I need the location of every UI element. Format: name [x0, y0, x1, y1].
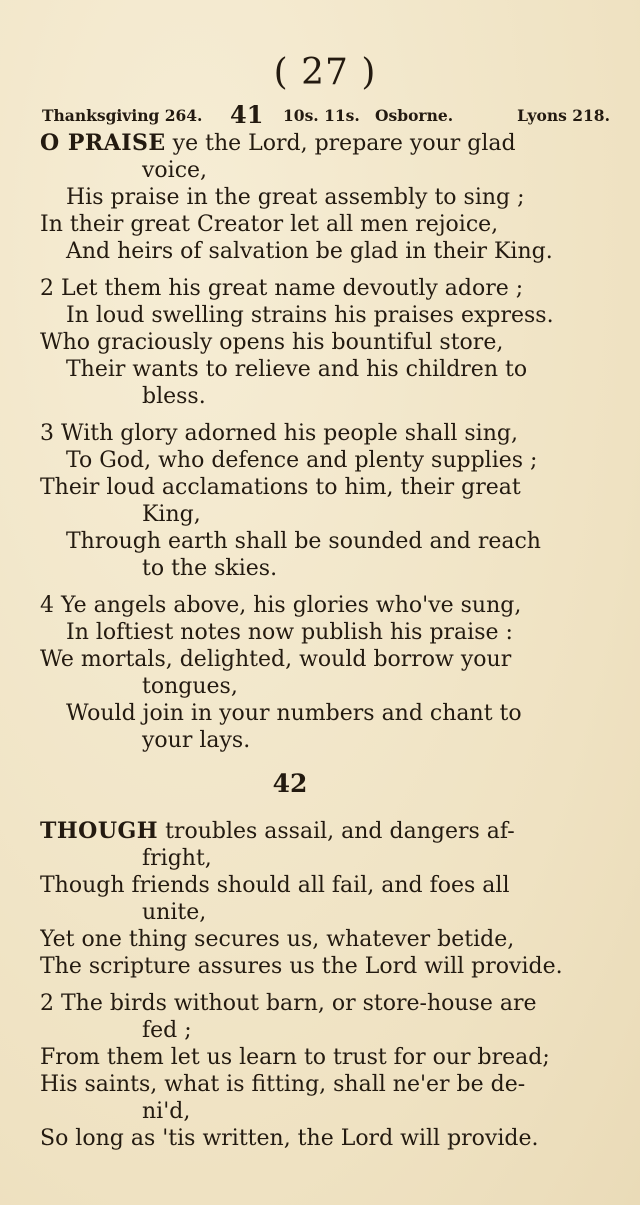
- verse-line: To God, who defence and plenty supplies ;: [66, 448, 538, 473]
- verse-line: Would join in your numbers and chant to: [66, 701, 522, 726]
- verse-line: fright,: [142, 846, 212, 871]
- stanza-3: [40, 420, 610, 582]
- stanza-4: [40, 592, 610, 754]
- verse-line: Though friends should all fail, and foes all: [40, 873, 510, 898]
- verse-line: bless.: [142, 384, 206, 409]
- first-word: THOUGH: [40, 818, 159, 844]
- verse-line: Their loud acclamations to him, their great: [40, 475, 521, 500]
- header-tune: Osborne.: [375, 106, 454, 125]
- stanza-2: [40, 990, 610, 1152]
- verse-line: fed ;: [142, 1018, 192, 1043]
- verse-line-text: troubles assail, and dangers af-: [158, 819, 515, 844]
- hymn-41: [40, 130, 610, 754]
- verse-line-text: ye the Lord, prepare your glad: [165, 131, 516, 156]
- verse-line: His saints, what is fitting, shall ne'er be de-: [40, 1072, 526, 1097]
- verse-line: 4 Ye angels above, his glories who've sung,: [40, 593, 522, 618]
- verse-line: [40, 130, 610, 157]
- first-word: O PRAISE: [40, 130, 166, 156]
- header-left-reference: Thanksgiving 264.: [42, 106, 203, 125]
- verse-line: Yet one thing secures us, whatever betide,: [40, 927, 515, 952]
- verse-line: ni'd,: [142, 1099, 191, 1124]
- verse-line: Through earth shall be sounded and reach: [66, 529, 541, 554]
- verse-line: The scripture assures us the Lord will provide.: [40, 954, 563, 979]
- hymn-header: [40, 100, 610, 130]
- verse-line: Their wants to relieve and his children to: [66, 357, 528, 382]
- verse-line: voice,: [142, 158, 208, 183]
- header-hymn-number: 41: [230, 100, 264, 129]
- verse-line: King,: [142, 502, 201, 527]
- verse-line: Who graciously opens his bountiful store,: [40, 330, 504, 355]
- verse-line: In loud swelling strains his praises express.: [66, 303, 554, 328]
- verse-line: 3 With glory adorned his people shall sing,: [40, 421, 518, 446]
- hymn-number-42: 42: [272, 769, 308, 798]
- verse-line: [40, 818, 610, 845]
- hymn-42: [40, 818, 610, 1152]
- verse-line: We mortals, delighted, would borrow your: [40, 647, 512, 672]
- verse-line: So long as 'tis written, the Lord will provide.: [40, 1126, 539, 1151]
- verse-line: From them let us learn to trust for our bread;: [40, 1045, 550, 1070]
- verse-line: to the skies.: [142, 556, 278, 581]
- verse-line: tongues,: [142, 674, 238, 699]
- verse-line: And heirs of salvation be glad in their King.: [66, 239, 553, 264]
- verse-line: 2 Let them his great name devoutly adore ;: [40, 276, 524, 301]
- verse-line: In loftiest notes now publish his praise :: [66, 620, 513, 645]
- verse-line: In their great Creator let all men rejoice,: [40, 212, 499, 237]
- header-right-reference: Lyons 218.: [517, 106, 610, 125]
- verse-line: your lays.: [142, 728, 251, 753]
- stanza-1: [40, 818, 610, 980]
- verse-line: 2 The birds without barn, or store-house are: [40, 991, 537, 1016]
- page-number: ( 27 ): [273, 52, 377, 93]
- stanza-1: [40, 130, 610, 265]
- verse-line: His praise in the great assembly to sing ;: [66, 185, 525, 210]
- stanza-2: [40, 275, 610, 410]
- header-meter: 10s. 11s.: [283, 106, 360, 125]
- verse-line: unite,: [142, 900, 207, 925]
